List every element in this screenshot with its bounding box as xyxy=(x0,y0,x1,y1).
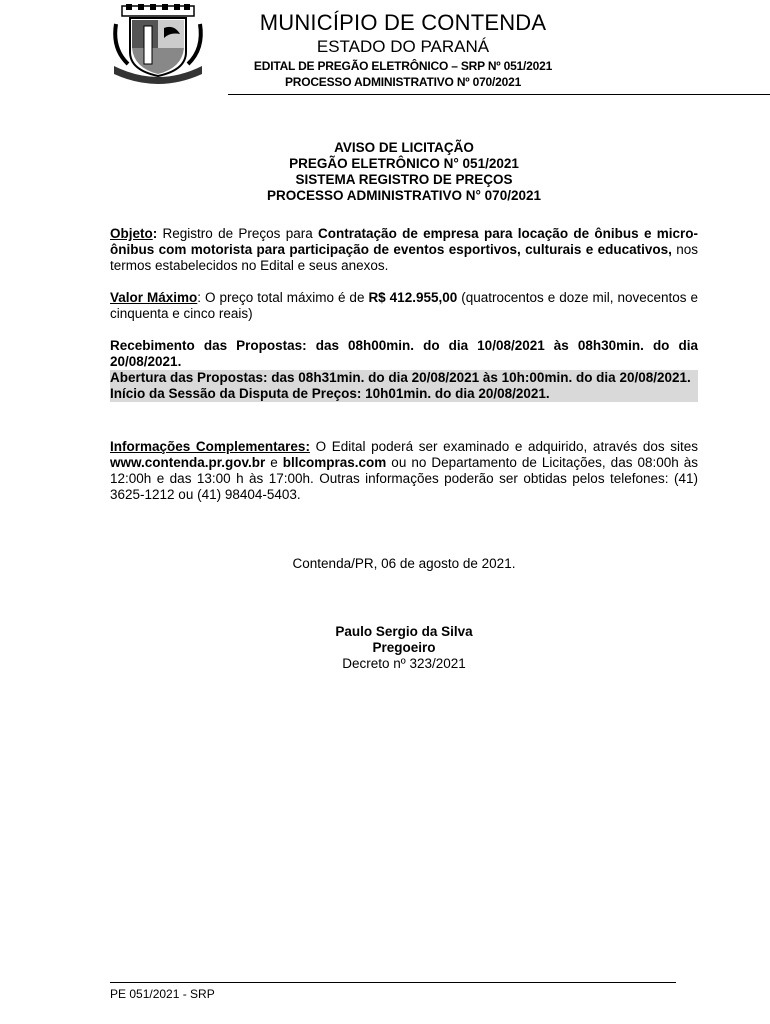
notice-title xyxy=(110,140,698,204)
info-text-and: e xyxy=(265,455,283,470)
objeto-paragraph xyxy=(110,226,698,274)
objeto-colon: : xyxy=(152,226,158,241)
title-line: AVISO DE LICITAÇÃO xyxy=(334,140,474,155)
footer-divider xyxy=(110,982,676,983)
header-titles xyxy=(228,10,578,90)
title-line: PREGÃO ELETRÔNICO N° 051/2021 xyxy=(289,156,519,171)
site-link-contenda[interactable]: www.contenda.pr.gov.br xyxy=(110,455,266,470)
deadlines-block xyxy=(110,338,698,402)
inicio-sessao-line: Início da Sessão da Disputa de Preços: 10h01min. do dia 20/08/2021. xyxy=(110,386,698,402)
place-date: Contenda/PR, 06 de agosto de 2021. xyxy=(292,556,516,571)
objeto-label: Objeto xyxy=(110,226,153,241)
valor-amount: R$ 412.955,00 xyxy=(368,290,458,305)
objeto-emphasis: Contratação de empresa para locação de ônibus e micro-ônibus com motorista para participação de eventos esportivos, culturais e educativos, xyxy=(110,226,699,257)
valor-text: : O preço total máximo é de xyxy=(197,290,369,305)
signer-name: Paulo Sergio da Silva xyxy=(335,624,473,639)
edital-reference: EDITAL DE PREGÃO ELETRÔNICO – SRP Nº 051/2021 xyxy=(253,59,553,73)
info-text-end: ou no Departamento de Licitações, das 08:00h às 12:00h e das 13:00 h às 17:00h. Outras informações poderão ser obtidas pelos telefones: (41) 3625-1212 ou (41) 98404-5403. xyxy=(110,455,698,502)
valor-label: Valor Máximo xyxy=(110,290,198,305)
coat-of-arms-icon xyxy=(108,4,208,84)
title-line: SISTEMA REGISTRO DE PREÇOS xyxy=(295,172,513,187)
municipality-name: MUNICÍPIO DE CONTENDA xyxy=(259,10,547,35)
recebimento-line: Recebimento das Propostas: das 08h00min. do dia 10/08/2021 às 08h30min. do dia 20/08/2021. xyxy=(110,338,698,369)
processo-reference: PROCESSO ADMINISTRATIVO Nº 070/2021 xyxy=(284,75,522,89)
signature-block xyxy=(110,624,698,672)
abertura-line: Abertura das Propostas: das 08h31min. do dia 20/08/2021 às 10h:00min. do dia 20/08/2021. xyxy=(110,370,698,386)
site-link-bllcompras[interactable]: bllcompras.com xyxy=(282,455,387,470)
valor-paragraph xyxy=(110,290,698,322)
info-label: Informações Complementares: xyxy=(110,439,310,454)
signer-decree: Decreto nº 323/2021 xyxy=(342,656,466,671)
signer-role: Pregoeiro xyxy=(372,640,436,655)
title-line: PROCESSO ADMINISTRATIVO N° 070/2021 xyxy=(267,188,541,203)
objeto-text: Registro de Preços para xyxy=(157,226,319,241)
objeto-text-end: nos termos estabelecidos no Edital e seus anexos. xyxy=(110,242,698,273)
footer-reference: PE 051/2021 - SRP xyxy=(110,987,215,1001)
info-text: O Edital poderá ser examinado e adquirido, através dos sites xyxy=(309,439,698,454)
state-name: ESTADO DO PARANÁ xyxy=(316,37,490,56)
document-header xyxy=(108,4,698,96)
header-divider xyxy=(228,94,770,95)
valor-text-end: (quatrocentos e doze mil, novecentos e cinquenta e cinco reais) xyxy=(110,290,699,321)
info-paragraph xyxy=(110,439,698,503)
